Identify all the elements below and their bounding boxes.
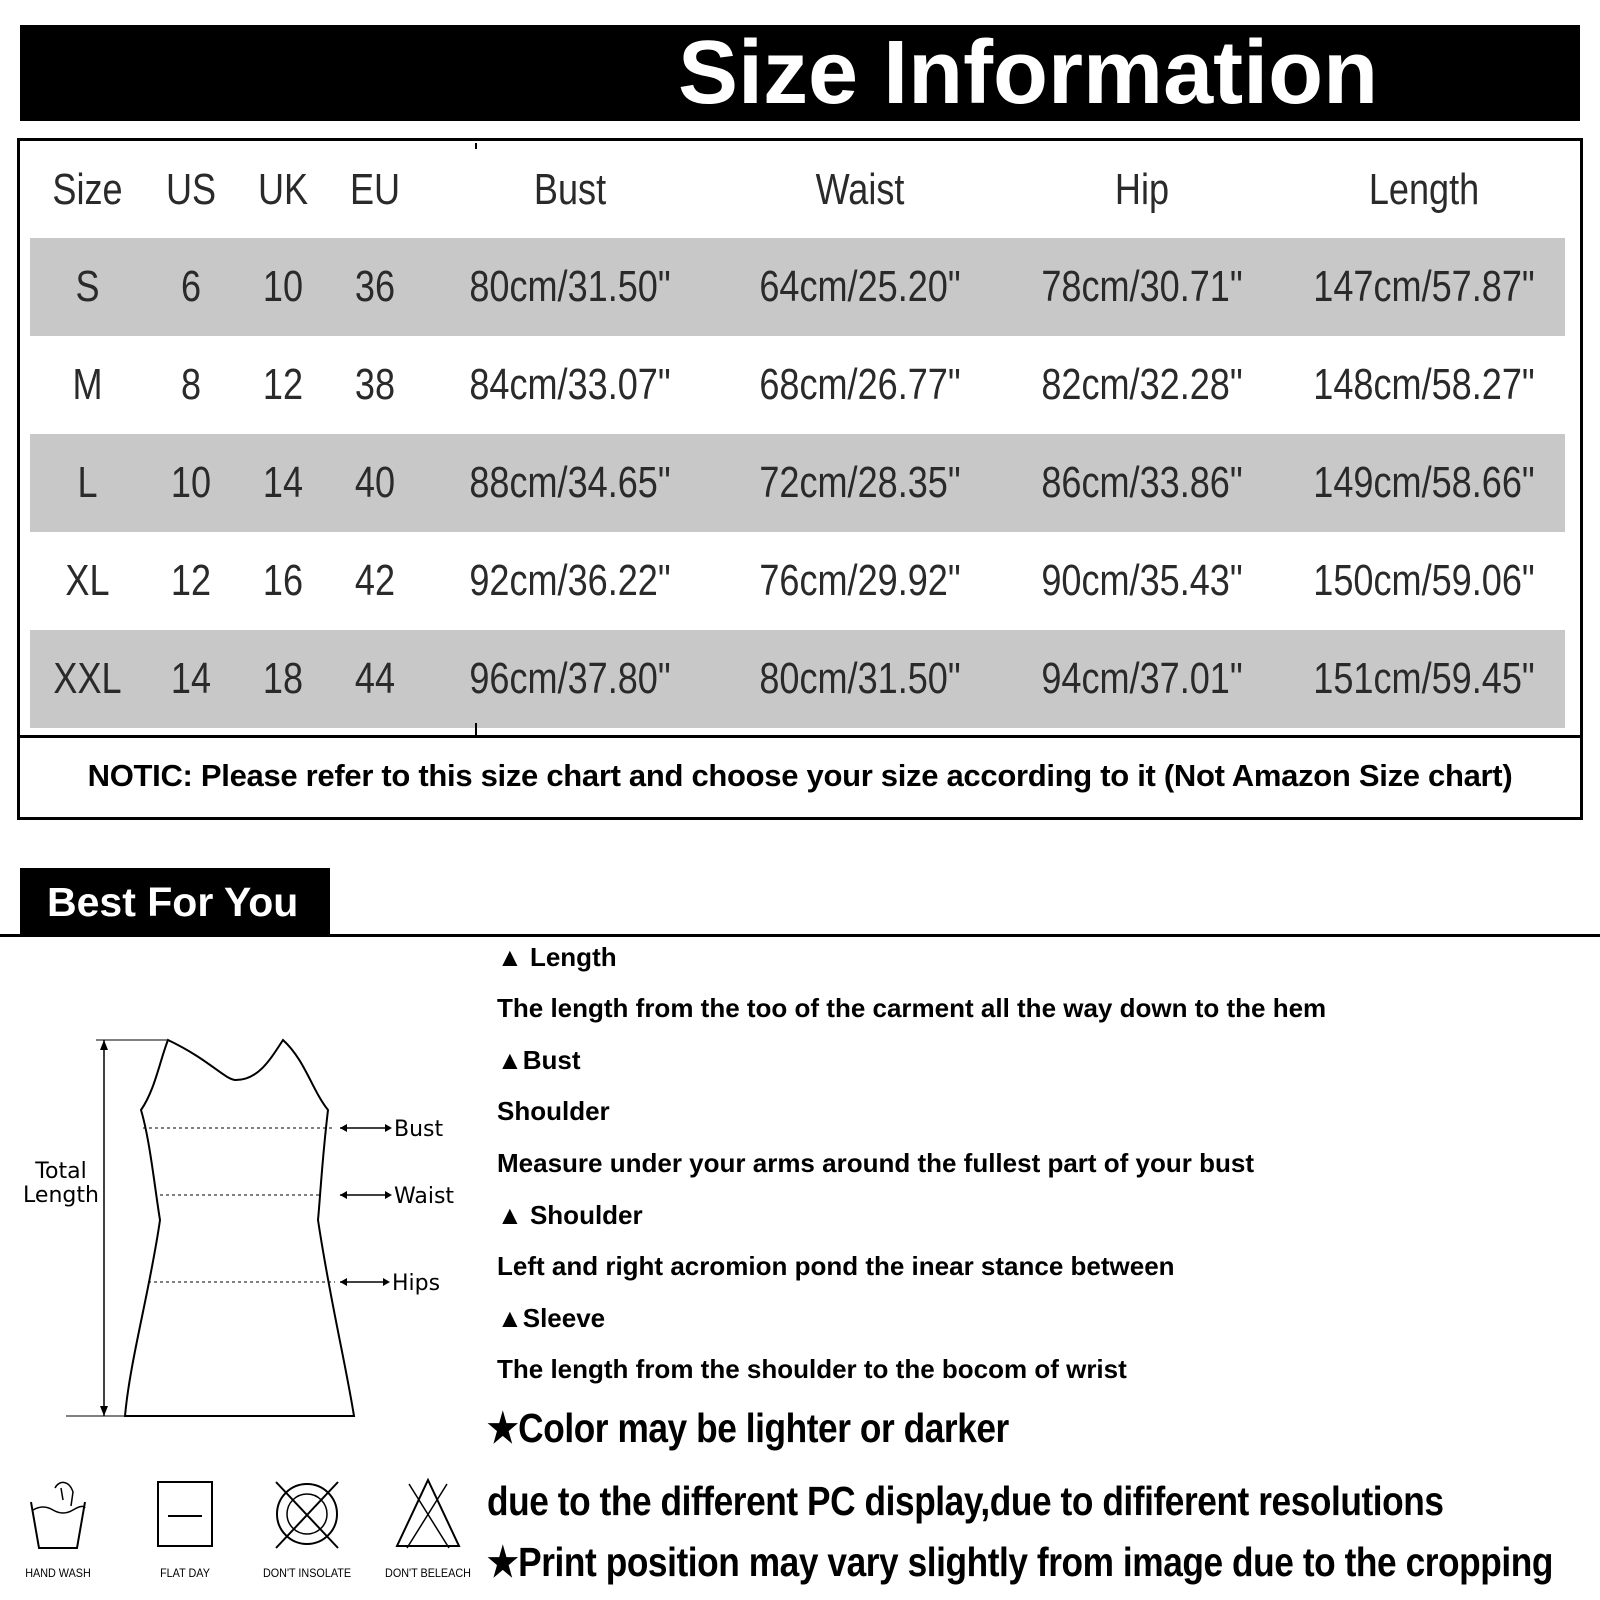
size-notice: NOTIC: Please refer to this size chart and choose your size according to it (Not Amazon Size chart) — [87, 758, 1513, 793]
page-title: Size Information — [678, 23, 1379, 123]
care-label: DON'T BELEACH — [385, 1566, 471, 1580]
dress-diagram — [0, 1020, 470, 1450]
column-header-bust: Bust — [533, 164, 607, 214]
cell-eu: 36 — [354, 262, 396, 311]
cell-hip: 94cm/37.01" — [1041, 654, 1243, 703]
care-label: DON'T INSOLATE — [262, 1566, 352, 1580]
total-length-label: Length — [23, 1183, 99, 1208]
cell-size: M — [72, 360, 103, 409]
cell-waist: 68cm/26.77" — [759, 360, 961, 409]
cell-length: 150cm/59.06" — [1313, 556, 1535, 605]
title-bar — [20, 25, 1580, 121]
hips-label: Hips — [392, 1271, 441, 1296]
cell-bust: 88cm/34.65" — [469, 458, 671, 507]
cell-hip: 82cm/32.28" — [1041, 360, 1243, 409]
desc-line: ▲Sleeve — [497, 1303, 606, 1333]
cell-bust: 84cm/33.07" — [469, 360, 671, 409]
column-header-waist: Waist — [815, 164, 905, 214]
cell-uk: 14 — [262, 458, 304, 507]
cell-length: 148cm/58.27" — [1313, 360, 1535, 409]
flat-dry-icon — [140, 1470, 230, 1560]
table-row — [30, 336, 1565, 434]
desc-line: The length from the shoulder to the bocom of wrist — [497, 1354, 1127, 1384]
do-not-tumble-icon — [262, 1470, 352, 1560]
desc-line: The length from the too of the carment all the way down to the hem — [497, 993, 1327, 1023]
table-row — [30, 238, 1565, 336]
care-label: HAND WASH — [25, 1566, 91, 1580]
section-title: Best For You — [20, 868, 330, 936]
table-row — [30, 434, 1565, 532]
care-label: FLAT DAY — [160, 1566, 210, 1580]
dress-outline — [125, 1040, 354, 1416]
cell-eu: 42 — [354, 556, 396, 605]
cell-size: XXL — [53, 654, 122, 703]
note-line: due to the different PC display,due to dififerent resolutions — [487, 1478, 1444, 1524]
cell-uk: 18 — [262, 654, 304, 703]
column-header-us: US — [165, 164, 217, 214]
note-line: ★Print position may vary slightly from image due to the cropping — [487, 1539, 1553, 1585]
cell-us: 12 — [170, 556, 212, 605]
cell-waist: 72cm/28.35" — [759, 458, 961, 507]
cell-bust: 92cm/36.22" — [469, 556, 671, 605]
column-header-length: Length — [1368, 164, 1480, 214]
desc-line: Shoulder — [497, 1096, 610, 1126]
cell-us: 10 — [170, 458, 212, 507]
desc-line: ▲Bust — [497, 1045, 581, 1075]
cell-length: 151cm/59.45" — [1313, 654, 1535, 703]
table-tick — [475, 723, 477, 735]
table-row — [30, 532, 1565, 630]
desc-line: ▲ Length — [497, 942, 617, 972]
cell-bust: 80cm/31.50" — [469, 262, 671, 311]
column-header-size: Size — [52, 164, 123, 214]
waist-label: Waist — [394, 1184, 455, 1209]
table-header-row — [30, 141, 1565, 238]
desc-line: Measure under your arms around the fullest part of your bust — [497, 1148, 1255, 1178]
do-not-bleach-icon — [383, 1470, 473, 1560]
desc-line: Left and right acromion pond the inear stance between — [497, 1251, 1175, 1281]
table-row — [30, 630, 1565, 728]
cell-hip: 78cm/30.71" — [1041, 262, 1243, 311]
column-header-eu: EU — [349, 164, 401, 214]
cell-length: 147cm/57.87" — [1313, 262, 1535, 311]
cell-uk: 12 — [262, 360, 304, 409]
column-header-uk: UK — [257, 164, 309, 214]
cell-size: S — [75, 262, 100, 311]
cell-hip: 86cm/33.86" — [1041, 458, 1243, 507]
cell-uk: 10 — [262, 262, 304, 311]
cell-us: 14 — [170, 654, 212, 703]
column-header-hip: Hip — [1114, 164, 1170, 214]
cell-eu: 38 — [354, 360, 396, 409]
cell-us: 6 — [180, 262, 202, 311]
cell-us: 8 — [180, 360, 202, 409]
size-table — [17, 138, 1583, 820]
hand-wash-icon — [13, 1470, 103, 1560]
cell-waist: 76cm/29.92" — [759, 556, 961, 605]
cell-waist: 64cm/25.20" — [759, 262, 961, 311]
desc-line: ▲ Shoulder — [497, 1200, 643, 1230]
cell-size: XL — [65, 556, 110, 605]
cell-uk: 16 — [262, 556, 304, 605]
note-line: ★Color may be lighter or darker — [487, 1405, 1009, 1451]
bust-label: Bust — [394, 1117, 444, 1142]
total-length-label: Total — [35, 1159, 87, 1184]
cell-eu: 44 — [354, 654, 396, 703]
cell-eu: 40 — [354, 458, 396, 507]
cell-length: 149cm/58.66" — [1313, 458, 1535, 507]
cell-waist: 80cm/31.50" — [759, 654, 961, 703]
cell-hip: 90cm/35.43" — [1041, 556, 1243, 605]
cell-bust: 96cm/37.80" — [469, 654, 671, 703]
cell-size: L — [77, 458, 98, 507]
divider — [0, 934, 1600, 937]
table-data-rows — [30, 238, 1565, 728]
table-body — [30, 141, 1565, 728]
